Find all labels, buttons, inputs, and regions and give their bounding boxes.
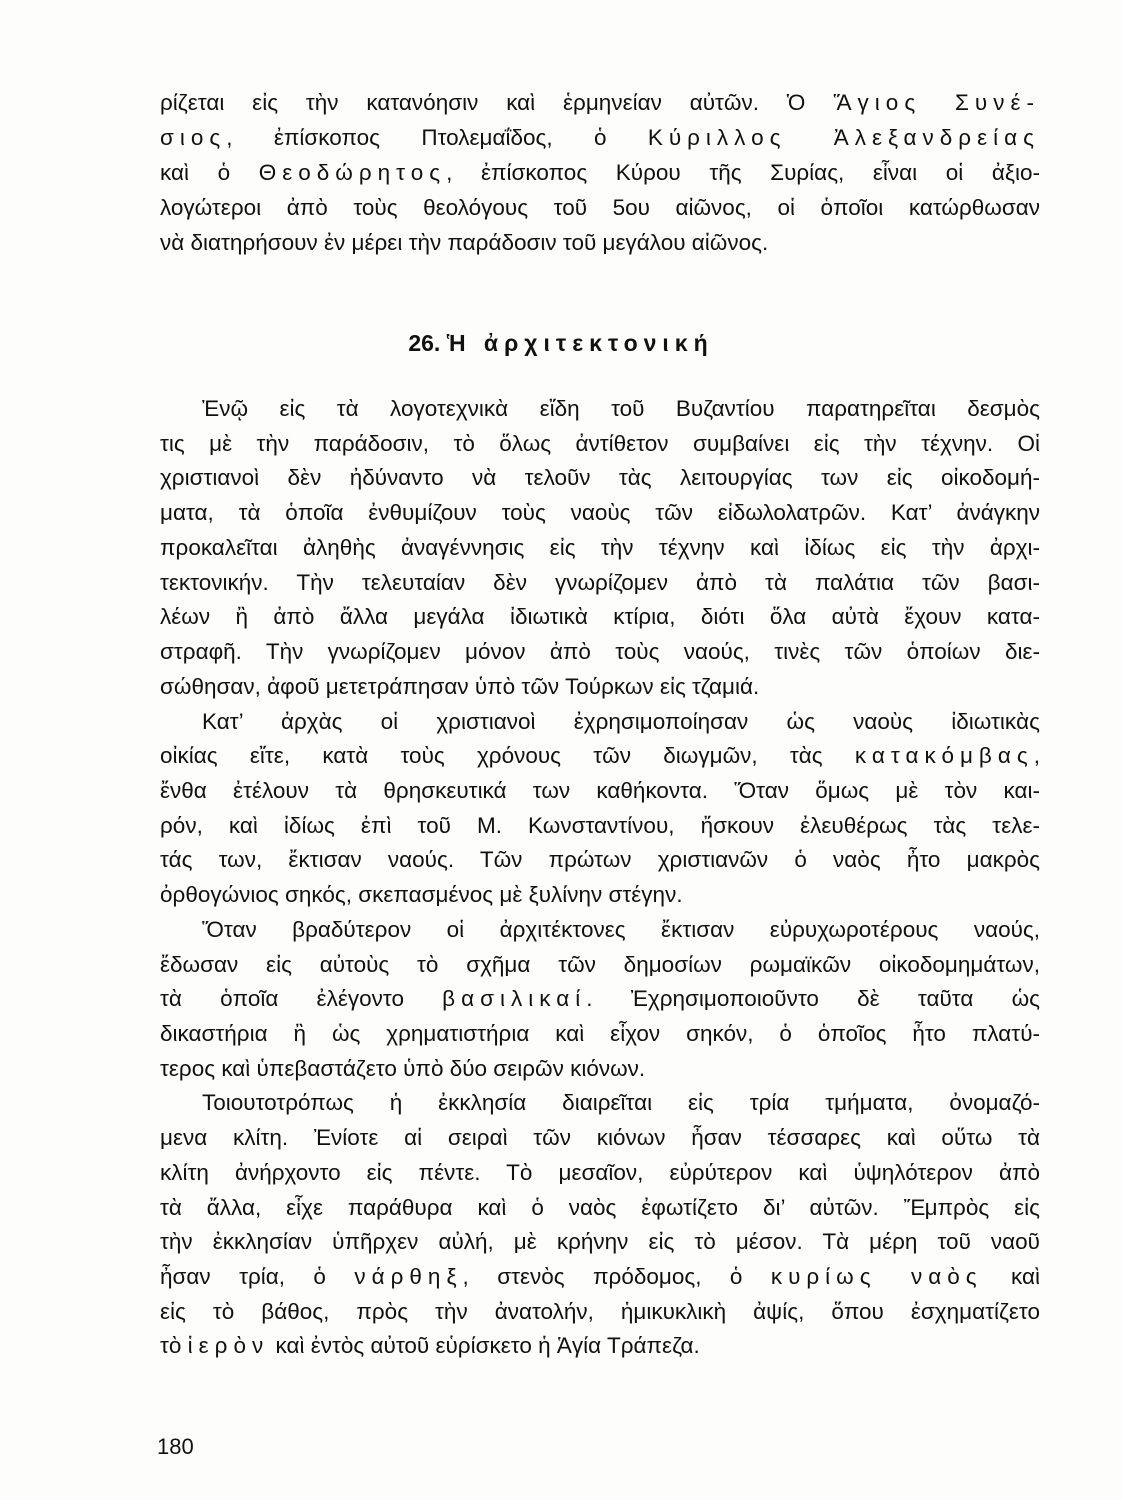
text-line: χριστιανοὶ δὲν ἠδύναντο νὰ τελοῦν τὰς λειτουργίας των εἰς οἰκοδομή- [160, 465, 1040, 491]
text-line: προκαλεῖται ἀληθὴς ἀναγέννησις εἰς τὴν τέχνην καὶ ἰδίως εἰς τὴν ἀρχι- [160, 534, 1040, 560]
text-line: ρίζεται εἰς τὴν κατανόησιν καὶ ἑρμηνείαν αὐτῶν. Ὁ Ἅγιος Συνέ- [160, 90, 1040, 115]
text-line: τὰ ἄλλα, εἶχε παράθυρα καὶ ὁ ναὸς ἐφωτίζετο δι’ αὐτῶν. Ἔμπρὸς εἰς [160, 1194, 1040, 1220]
section-title: Ἡ ἀρχιτεκτονική [446, 330, 714, 356]
text-line: λογώτεροι ἀπὸ τοὺς θεολόγους τοῦ 5ου αἰῶνος, οἱ ὁποῖοι κατώρθωσαν [160, 195, 1040, 220]
text-line: Ὅταν βραδύτερον οἱ ἀρχιτέκτονες ἔκτισαν εὐρυχωροτέρους ναούς, [202, 916, 1040, 942]
text-line: ἔνθα ἐτέλουν τὰ θρησκευτικά των καθήκοντα. Ὅταν ὅμως μὲ τὸν και- [160, 777, 1040, 803]
text-line: νὰ διατηρήσουν ἐν μέρει τὴν παράδοσιν τοῦ μεγάλου αἰῶνος. [160, 230, 769, 255]
text-line: λέων ἢ ἀπὸ ἄλλα μεγάλα ἰδιωτικὰ κτίρια, διότι ὅλα αὐτὰ ἔχουν κατα- [160, 604, 1040, 630]
text-line: τις μὲ τὴν παράδοσιν, τὸ ὅλως ἀντίθετον συμβαίνει εἰς τὴν τέχνην. Οἱ [160, 430, 1040, 456]
text-line: καὶ ὁ Θεοδώρητος, ἐπίσκοπος Κύρου τῆς Συρίας, εἶναι οἱ ἀξιο- [160, 160, 1041, 185]
text-line: σιος, ἐπίσκοπος Πτολεμαΐδος, ὁ Κύριλλος Ἀλεξανδρείας [160, 125, 1040, 150]
text-line: ρόν, καὶ ἰδίως ἐπὶ τοῦ Μ. Κωνσταντίνου, ἤσκουν ἐλευθέρως τὰς τελε- [160, 812, 1040, 838]
text-line: τάς των, ἔκτισαν ναούς. Τῶν πρώτων χριστιανῶν ὁ ναὸς ἦτο μακρὸς [160, 847, 1040, 873]
section-heading [0, 330, 1122, 357]
text-line: κλίτη ἀνήρχοντο εἰς πέντε. Τὸ μεσαῖον, εὐρύτερον καὶ ὑψηλότερον ἀπὸ [160, 1159, 1040, 1185]
text-line: στραφῆ. Τὴν γνωρίζομεν μόνον ἀπὸ τοὺς ναούς, τινὲς τῶν ὁποίων διε- [160, 639, 1040, 664]
text-line: τεκτονικήν. Τὴν τελευταίαν δὲν γνωρίζομεν ἀπὸ τὰ παλάτια τῶν βασι- [160, 569, 1040, 595]
text-line: τὰ ὁποῖα ἐλέγοντο βασιλικαί. Ἐχρησιμοποιοῦντο δὲ ταῦτα ὡς [160, 986, 1041, 1012]
text-line: δικαστήρια ἢ ὡς χρηματιστήρια καὶ εἶχον σηκόν, ὁ ὁποῖος ἦτο πλατύ- [160, 1021, 1040, 1046]
text-line: τὴν ἐκκλησίαν ὑπῆρχεν αὐλή, μὲ κρήνην εἰς τὸ μέσον. Τὰ μέρη τοῦ ναοῦ [160, 1229, 1040, 1255]
text-line: ἔδωσαν εἰς αὐτοὺς τὸ σχῆμα τῶν δημοσίων ρωμαϊκῶν οἰκοδομημάτων, [160, 951, 1040, 977]
text-line: Τοιουτοτρόπως ἡ ἐκκλησία διαιρεῖται εἰς τρία τμήματα, ὀνομαζό- [202, 1090, 1040, 1116]
text-line: ὀρθογώνιος σηκός, σκεπασμένος μὲ ξυλίνην στέγην. [160, 882, 683, 908]
text-line: τερος καὶ ὑπεβαστάζετο ὑπὸ δύο σειρῶν κιόνων. [160, 1055, 646, 1081]
text-line: εἰς τὸ βάθος, πρὸς τὴν ἀνατολήν, ἡμικυκλικὴ ἀψίς, ὅπου ἐσχηματίζετο [160, 1298, 1040, 1324]
text-line: Ἐνῷ εἰς τὰ λογοτεχνικὰ εἴδη τοῦ Βυζαντίου παρατηρεῖται δεσμὸς [202, 396, 1040, 421]
text-line: ματα, τὰ ὁποῖα ἐνθυμίζουν τοὺς ναοὺς τῶν εἰδωλολατρῶν. Κατ’ ἀνάγκην [160, 500, 1040, 526]
text-line: μενα κλίτη. Ἐνίοτε αἱ σειραὶ τῶν κιόνων ἦσαν τέσσαρες καὶ οὕτω τὰ [160, 1125, 1040, 1151]
page-number: 180 [157, 1434, 194, 1459]
section-number: 26. [408, 330, 441, 356]
text-line: ἦσαν τρία, ὁ νάρθηξ, στενὸς πρόδομος, ὁ κυρίως ναὸς καὶ [160, 1264, 1041, 1289]
text-line: Κατ’ ἀρχὰς οἱ χριστιανοὶ ἐχρησιμοποίησαν ὡς ναοὺς ἰδιωτικὰς [202, 708, 1040, 734]
text-line: οἰκίας εἴτε, κατὰ τοὺς χρόνους τῶν διωγμῶν, τὰς κατακόμβας, [160, 743, 1040, 769]
text-line: τὸ ἱερὸν καὶ ἐντὸς αὐτοῦ εὑρίσκετο ἡ Ἁγία Τράπεζα. [160, 1333, 700, 1359]
text-line: σώθησαν, ἀφοῦ μετετράπησαν ὑπὸ τῶν Τούρκων εἰς τζαμιά. [160, 673, 760, 699]
